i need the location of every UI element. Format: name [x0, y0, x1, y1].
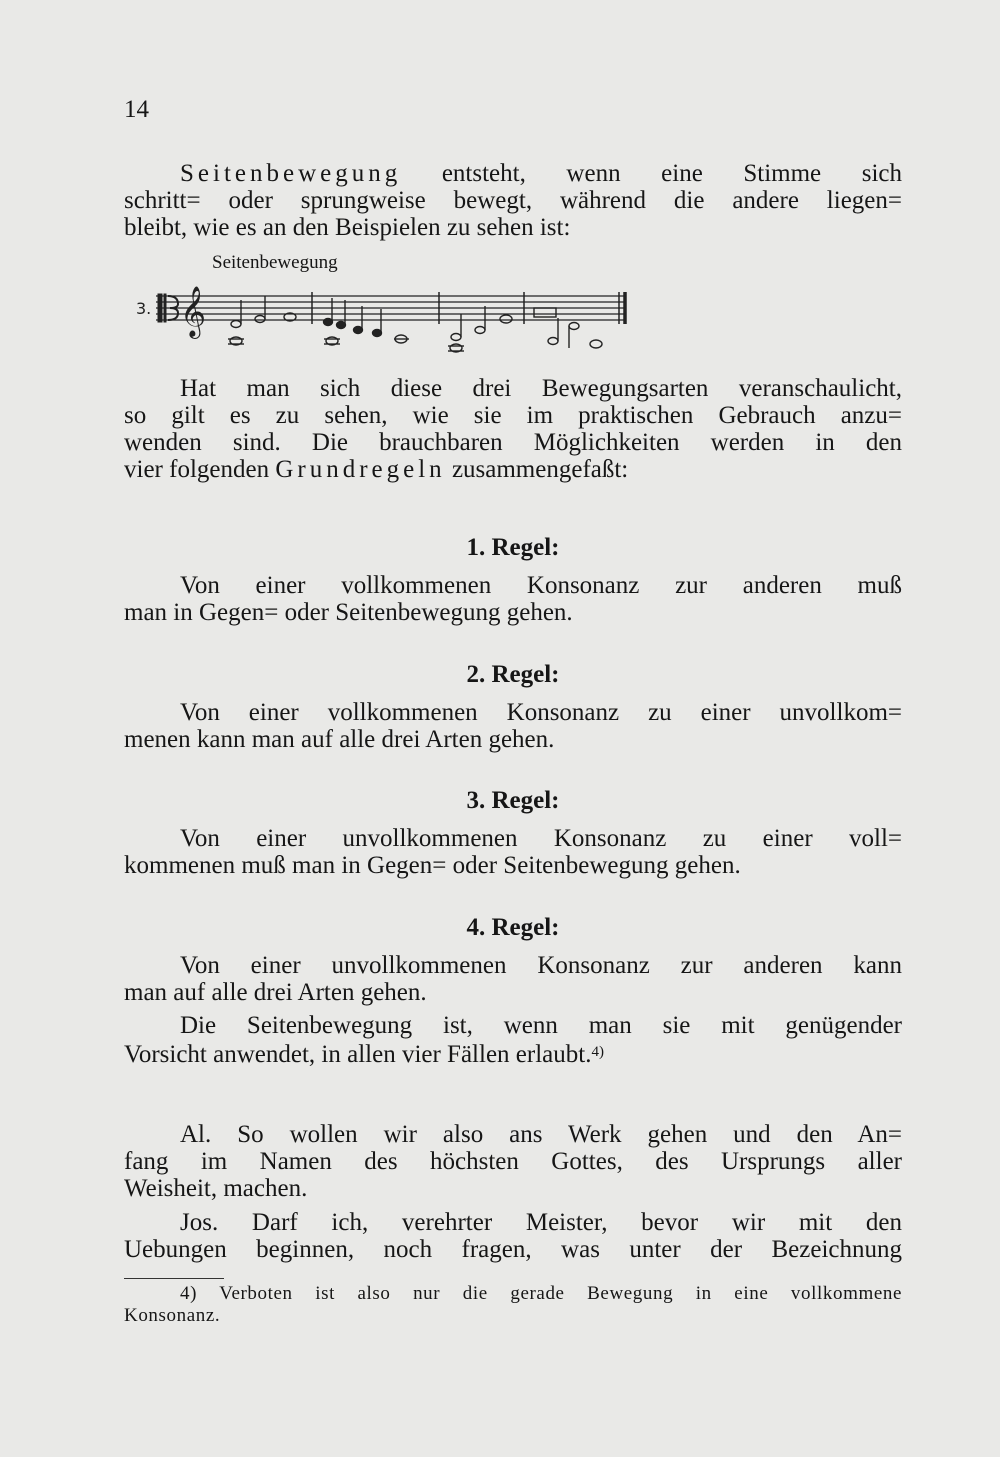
- intro-paragraph: [124, 160, 902, 241]
- footnote: [124, 1283, 902, 1327]
- jos-line-1: Jos. Darf ich, verehrter Meister, bevor wir mit den: [180, 1209, 902, 1236]
- example-label: Seitenbewegung: [212, 252, 338, 273]
- rule-4-line-2: man auf alle drei Arten gehen.: [124, 979, 427, 1006]
- footnote-ref[interactable]: 4): [591, 1044, 604, 1060]
- rule-1-line-2: man in Gegen= oder Seitenbewegung gehen.: [124, 599, 573, 626]
- treble-clef-icon: 𝄞: [180, 286, 207, 337]
- intro-line-2: schritt= oder sprungweise bewegt, während die andere liegen=: [124, 187, 902, 214]
- overview-line-4-end: zusammengefaßt:: [451, 456, 629, 483]
- al-line-1: Al. So wollen wir also ans Werk gehen und den An=: [180, 1121, 902, 1148]
- rule-3-line-1: Von einer unvollkommenen Konsonanz zu einer voll=: [180, 825, 902, 852]
- overview-line-3: wenden sind. Die brauchbaren Möglichkeiten werden in den: [124, 429, 902, 456]
- term-seitenbewegung: Seitenbewegung: [180, 160, 402, 187]
- music-example-seitenbewegung: [136, 278, 636, 358]
- term-grundregeln: Grundregeln: [275, 456, 446, 483]
- intro-line-3: bleibt, wie es an den Beispielen zu sehen ist:: [124, 214, 571, 241]
- footnote-divider: [124, 1278, 224, 1279]
- closing-line-2-text: Vorsicht anwendet, in allen vier Fällen erlaubt.: [124, 1041, 592, 1068]
- closing-line-2: [124, 1039, 902, 1068]
- overview-line-4-start: vier folgenden: [124, 456, 270, 483]
- rule-1-text: [124, 572, 902, 626]
- rule-1-title: 1. Regel:: [466, 534, 560, 561]
- rule-1-line-1: Von einer vollkommenen Konsonanz zur anderen muß: [180, 572, 902, 599]
- footnote-line-1: 4) Verboten ist also nur die gerade Bewegung in eine vollkommene: [180, 1283, 902, 1304]
- rule-2-title: 2. Regel:: [466, 661, 560, 688]
- rule-4-text: [124, 952, 902, 1006]
- rule-2-line-2: menen kann man auf alle drei Arten gehen.: [124, 726, 555, 753]
- rule-4-line-1: Von einer unvollkommenen Konsonanz zur anderen kann: [180, 952, 902, 979]
- page-number: 14: [124, 96, 149, 123]
- notes-measure-2: [324, 298, 410, 345]
- rule-2-line-1: Von einer vollkommenen Konsonanz zu einer unvollkom=: [180, 699, 902, 726]
- overview-line-4: [124, 456, 902, 483]
- rule-3-title: 3. Regel:: [466, 787, 560, 814]
- rule-3-line-2: kommenen muß man in Gegen= oder Seitenbewegung gehen.: [124, 852, 741, 879]
- al-line-2: fang im Namen des höchsten Gottes, des Ursprungs aller: [124, 1148, 902, 1175]
- closing-line-1: Die Seitenbewegung ist, wenn man sie mit genügender: [180, 1012, 902, 1039]
- dialogue-al: [124, 1121, 902, 1202]
- al-line-3: Weisheit, machen.: [124, 1175, 308, 1202]
- overview-line-1: Hat man sich diese drei Bewegungsarten veranschaulicht,: [180, 375, 902, 402]
- intro-line-1-rest: entsteht, wenn eine Stimme sich: [441, 160, 903, 187]
- overview-line-2: so gilt es zu sehen, wie sie im praktischen Gebrauch anzu=: [124, 402, 902, 429]
- rule-4-title: 4. Regel:: [466, 914, 560, 941]
- rule-3-text: [124, 825, 902, 879]
- intro-line-1: [124, 160, 902, 187]
- notes-measure-3: [448, 306, 512, 352]
- footnote-line-2: Konsonanz.: [124, 1305, 221, 1326]
- rule-2-text: [124, 699, 902, 753]
- jos-line-2: Uebungen beginnen, noch fragen, was unter der Bezeichnung: [124, 1236, 902, 1263]
- example-number: 3.: [136, 299, 152, 318]
- dialogue-jos: [124, 1209, 902, 1263]
- overview-paragraph: [124, 375, 902, 483]
- closing-paragraph: [124, 1012, 902, 1068]
